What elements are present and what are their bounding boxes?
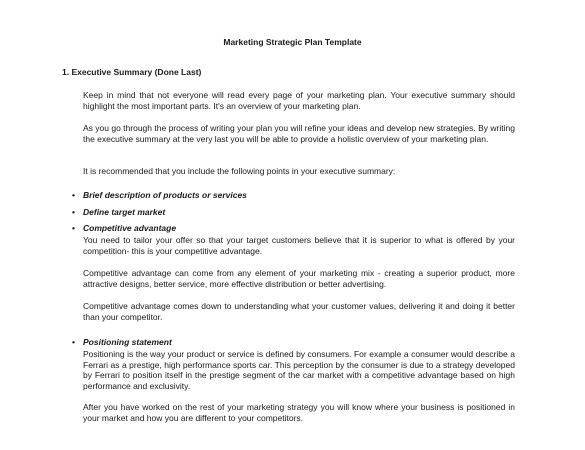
section-heading: 1. Executive Summary (Done Last): [62, 67, 202, 77]
competitive-paragraph-3: Competitive advantage comes down to understanding what your customer values, delivering it and doing it better than your competitor.: [83, 301, 515, 322]
bullet-icon: •: [72, 190, 75, 200]
intro-paragraph-2: As you go through the process of writing your plan you will refine your ideas and develop new strategies. By writing the executive summary at the very last you will be able to provide a holistic overview of your marketing plan.: [83, 123, 515, 144]
bullet-label: Define target market: [83, 207, 166, 217]
competitive-paragraph-2: Competitive advantage can come from any element of your marketing mix - creating a superior product, more attractive designs, better service, more effective distribution or better advertising.: [83, 268, 515, 289]
bullet-item: [72, 190, 247, 201]
bullet-icon: •: [72, 337, 75, 347]
positioning-paragraph-2: After you have worked on the rest of your marketing strategy you will know where your business is positioned in your market and how you are different to your competitors.: [83, 402, 515, 423]
bullet-label: Competitive advantage: [83, 223, 177, 233]
bullet-item: [72, 223, 176, 234]
bullet-item: [72, 207, 165, 218]
intro-paragraph-1: Keep in mind that not everyone will read every page of your marketing plan. Your executive summary should highlight the most important parts. It's an overview of your marketing plan.: [83, 90, 515, 111]
bullet-label: Brief description of products or services: [83, 190, 247, 200]
bullet-icon: •: [72, 207, 75, 217]
document-title: Marketing Strategic Plan Template: [223, 37, 362, 47]
intro-paragraph-3: It is recommended that you include the following points in your executive summary:: [83, 166, 396, 176]
bullet-icon: •: [72, 223, 75, 233]
positioning-paragraph-1: Positioning is the way your product or service is defined by consumers. For example a consumer would describe a Ferrari as a prestige, high performance sports car. This perception by the consumer is due to a strategy developed by Ferrari to position itself in the prestige segment of the car market with a competitive advantage based on high performance and exclusivity.: [83, 349, 515, 391]
bullet-item: [72, 337, 172, 348]
bullet-label: Positioning statement: [83, 337, 172, 347]
competitive-paragraph-1: You need to tailor your offer so that your target customers believe that it is superior to what is offered by your competition- this is your competitive advantage.: [83, 235, 515, 256]
